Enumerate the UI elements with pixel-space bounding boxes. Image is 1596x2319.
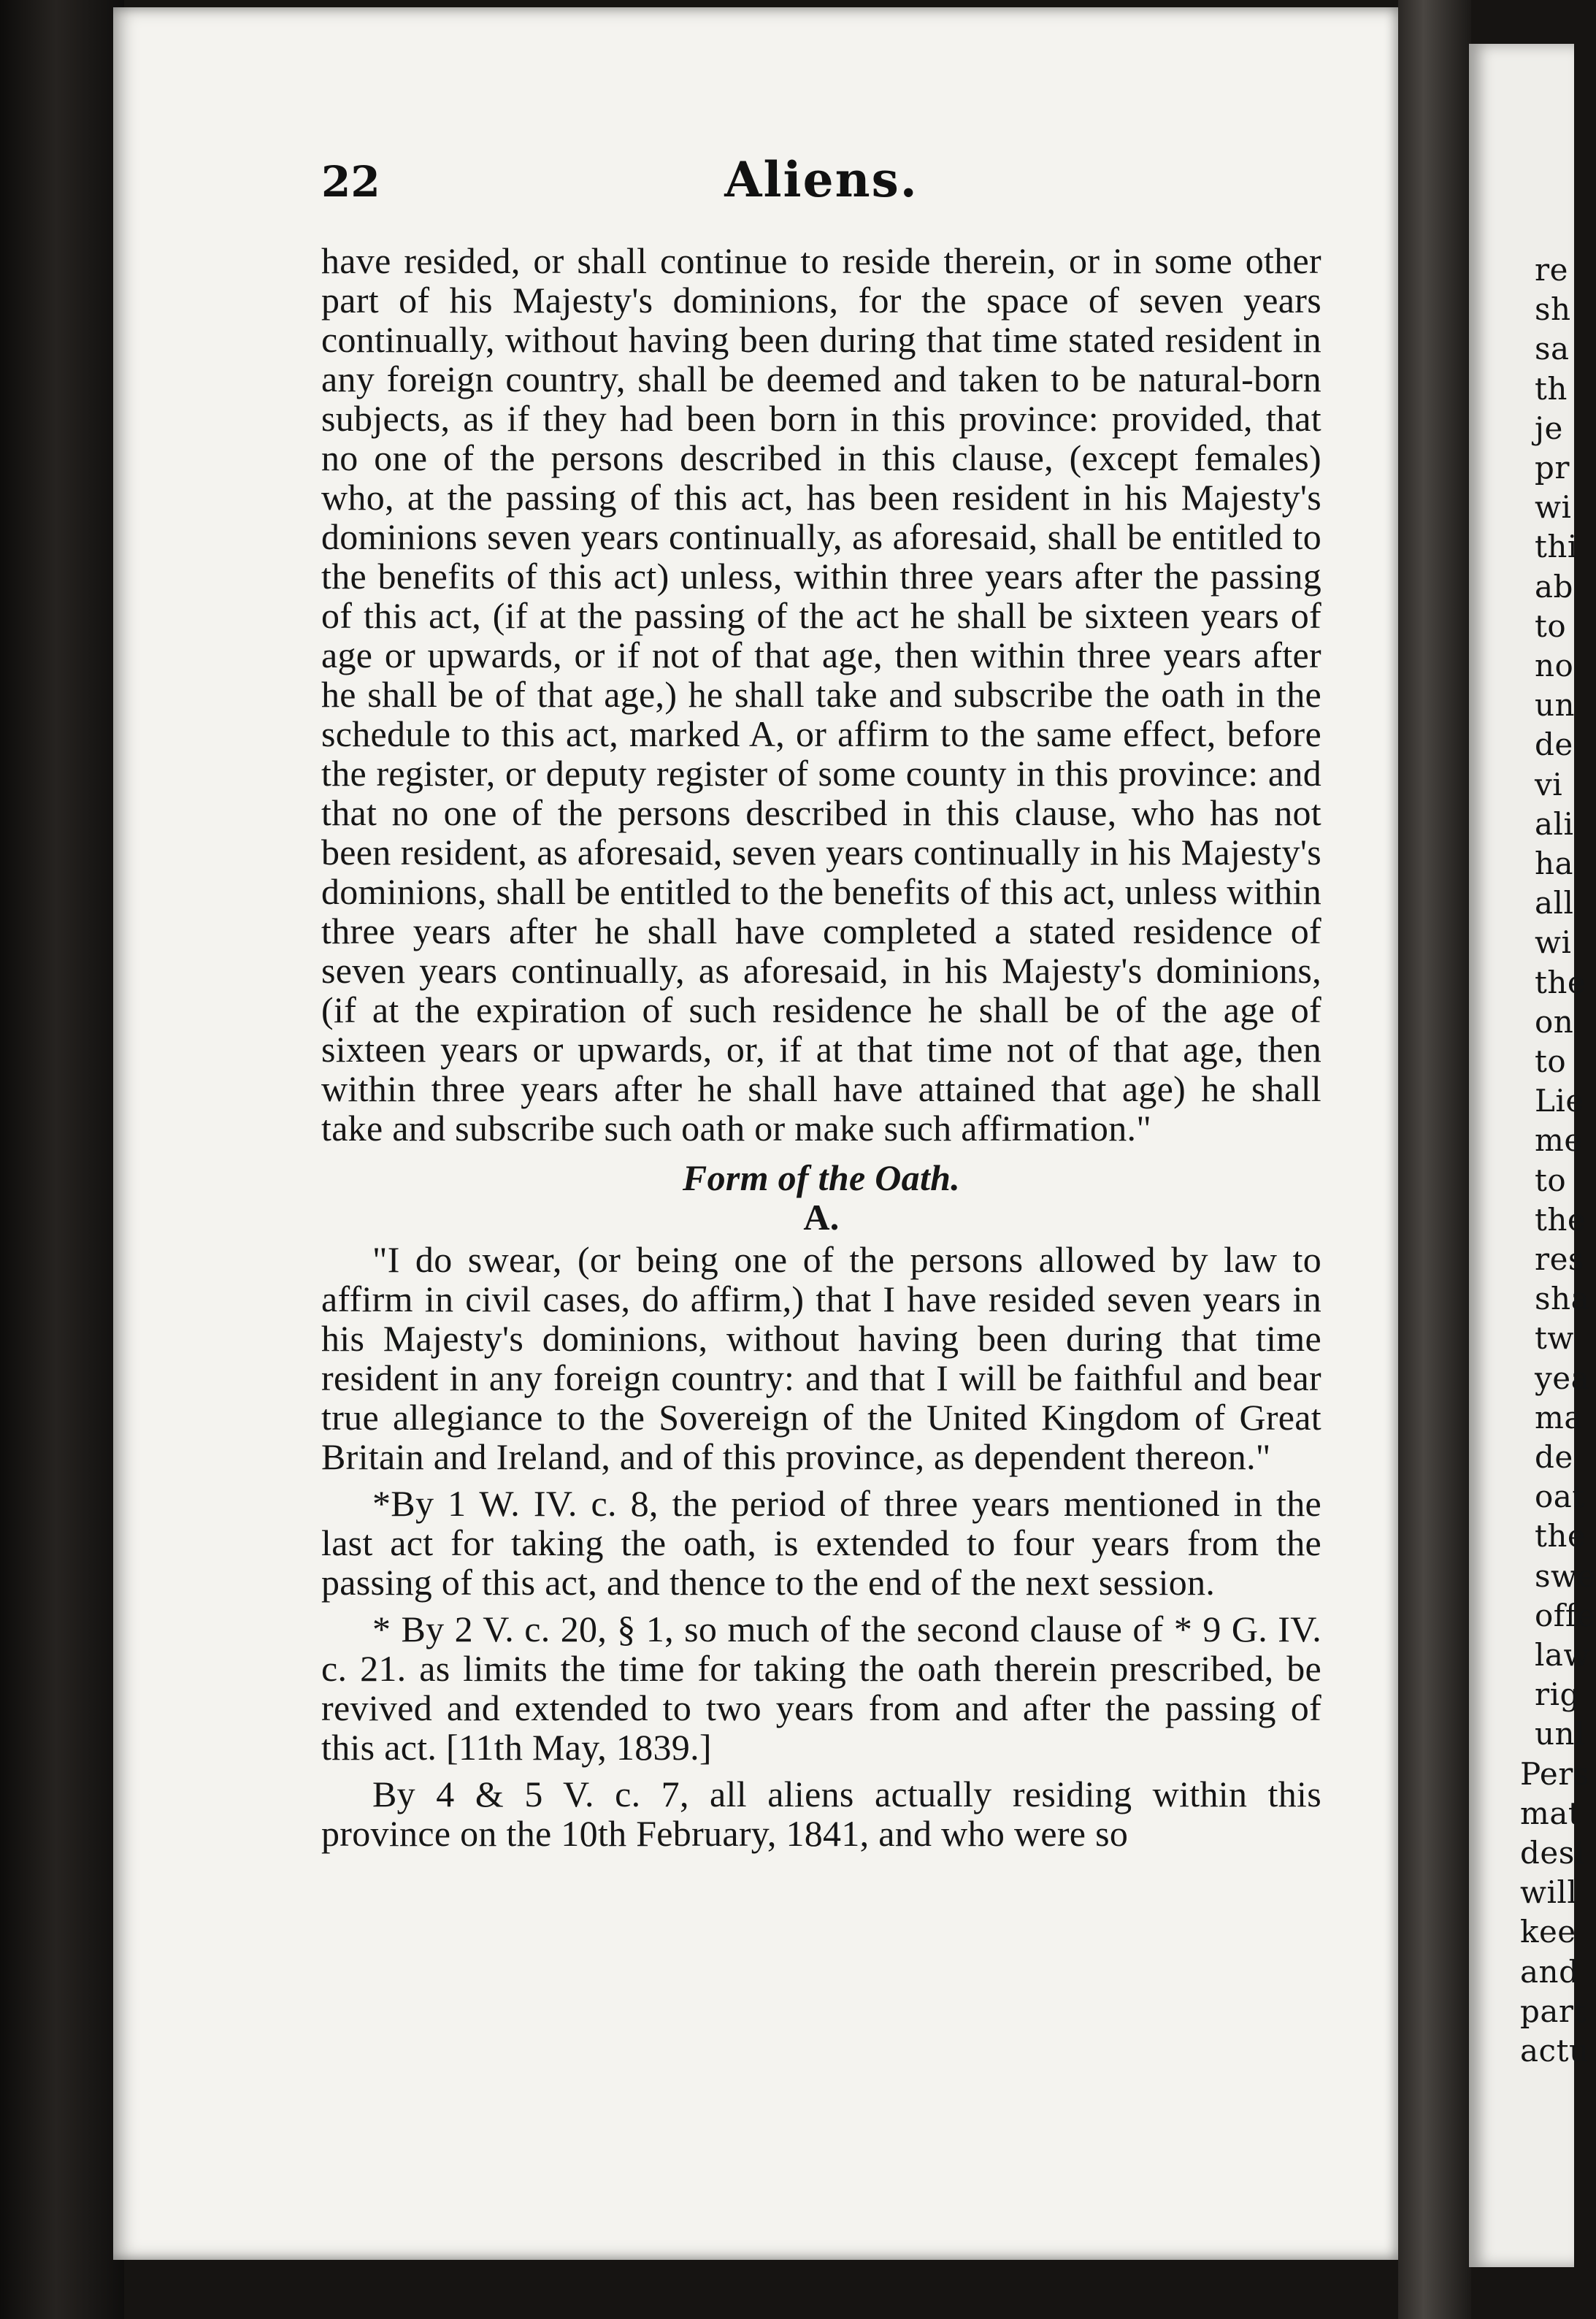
- facing-page-fragment: re: [1535, 252, 1568, 288]
- facing-page-fragment: un: [1535, 687, 1576, 724]
- facing-page-fragment: wi: [1535, 924, 1572, 961]
- facing-page-fragment: de: [1535, 727, 1573, 763]
- facing-page-fragment: de: [1535, 1439, 1573, 1475]
- facing-page-fragment: me: [1535, 1122, 1583, 1159]
- note-paragraph-2: * By 2 V. c. 20, § 1, so much of the second clause of * 9 G. IV. c. 21. as limits the time for taking the oath therein prescribed, be revived and extended to two years from and after the passing of this act. [11th May, 1839.]: [321, 1609, 1321, 1768]
- facing-page-fragment: sh: [1535, 291, 1571, 328]
- book-spine-shadow: [0, 0, 124, 2319]
- facing-page-fragment: actu: [1520, 2033, 1589, 2069]
- facing-page-fragment: unl: [1535, 1716, 1586, 1752]
- facing-page-fragment: pr: [1535, 450, 1570, 486]
- facing-page-fragment: sha: [1535, 1281, 1590, 1317]
- facing-page-fragment: tw: [1535, 1320, 1574, 1357]
- oath-paragraph: "I do swear, (or being one of the persons allowed by law to affirm in civil cases, do affirm,) that I have resided seven years in his Majesty's dominions, without having been during that time resident in any foreign country: and that I will be faithful and bear true allegiance to the Sovereign of the United Kingdom of Great Britain and Ireland, and of this province, as dependent thereon.": [321, 1239, 1321, 1477]
- facing-page-fragment: the: [1535, 1201, 1587, 1238]
- facing-page-fragment: res: [1535, 1241, 1584, 1277]
- facing-page-fragment: the: [1535, 964, 1587, 1000]
- facing-page-fragment: oat: [1535, 1479, 1585, 1515]
- facing-page-fragment: to: [1535, 1162, 1567, 1198]
- facing-page-fragment: rig: [1535, 1676, 1580, 1713]
- facing-page-fragment: Pers: [1520, 1755, 1589, 1792]
- facing-page-fragment: yea: [1535, 1360, 1590, 1396]
- facing-page-fragment: and: [1520, 1953, 1579, 1990]
- facing-page-fragment: ali: [1535, 805, 1574, 842]
- facing-page-fragment: no: [1535, 648, 1574, 683]
- note-paragraph-1: *By 1 W. IV. c. 8, the period of three years mentioned in the last act for taking the oath, is extended to four years from the passing of this act, and thence to the end of the next session.: [321, 1483, 1321, 1603]
- facing-page-fragment: Lie: [1535, 1083, 1584, 1119]
- facing-page-fragment: offe: [1535, 1597, 1596, 1633]
- facing-page-fragment: on: [1535, 1003, 1574, 1040]
- facing-page-fragment: ab: [1535, 568, 1573, 605]
- facing-page-fragment: kee: [1520, 1914, 1576, 1950]
- facing-page-fragment: will: [1520, 1874, 1578, 1911]
- facing-page-edge: [1469, 44, 1596, 2267]
- facing-page-fragment: to: [1535, 607, 1567, 644]
- facing-page-fragment: the: [1535, 1518, 1587, 1555]
- facing-page-fragment: ha: [1535, 846, 1574, 881]
- form-label: A.: [803, 1197, 840, 1238]
- page-heading: Aliens.: [724, 151, 918, 208]
- facing-page-fragment: th: [1535, 370, 1568, 407]
- clause-paragraph: have resided, or shall continue to reside therein, or in some other part of his Majesty's dominions, for the space of seven years continually, without having been during that time stated resident in any foreign country, shall be deemed and taken to be natural-born subjects, as if they had been born in this province: provided, that no one of the persons described in this clause, (except females) who, at the passing of this act, has been resident in his Majesty's dominions seven years continually, as aforesaid, shall be entitled to the benefits of this act) unless, within three years after the passing of this act, (if at the passing of the act he shall be sixteen years of age or upwards, or if not of that age, then within three years after he shall be of that age,) he shall take and subscribe the oath in the schedule to this act, marked A, or affirm to the same effect, before the register, or deputy register of some county in this province: and that no one of the persons described in this clause, who has not been resident, as aforesaid, seven years continually in his Majesty's dominions, shall be entitled to the benefits of this act, unless within three years after he shall have completed a stated residence of seven years continually, as aforesaid, in his Majesty's dominions, (if at the expiration of such residence he shall be of the age of sixteen years or upwards, or, if at that time not of that age, then within three years after he shall have attained that age) he shall take and subscribe such oath or make such affirmation.": [321, 240, 1321, 1149]
- facing-page-fragment: part: [1520, 1993, 1587, 2029]
- facing-page-fragment: law: [1535, 1637, 1590, 1673]
- facing-page-fragment: sa: [1535, 331, 1570, 367]
- note-paragraph-3: By 4 & 5 V. c. 7, all aliens actually residing within this province on the 10th February, 1841, and who were so: [321, 1774, 1321, 1854]
- facing-page-fragment: swe: [1535, 1557, 1596, 1594]
- facing-page-fragment: wi: [1535, 489, 1572, 526]
- page-number: 22: [321, 157, 380, 207]
- facing-page-fragment: all: [1535, 885, 1574, 921]
- facing-page-fragment: mat: [1520, 1795, 1581, 1831]
- page-body: [321, 241, 1321, 1853]
- facing-page-fragment: desi: [1520, 1835, 1585, 1871]
- facing-page-fragment: thi: [1535, 529, 1578, 565]
- facing-page-fragment: to: [1535, 1043, 1567, 1079]
- book-gutter: [1398, 0, 1471, 2319]
- running-head: [321, 151, 1321, 223]
- facing-page-fragment: ma: [1535, 1399, 1583, 1436]
- facing-page-fragment: vi: [1535, 766, 1563, 802]
- facing-page-fragment: je: [1535, 410, 1563, 446]
- form-title: Form of the Oath.: [682, 1157, 961, 1198]
